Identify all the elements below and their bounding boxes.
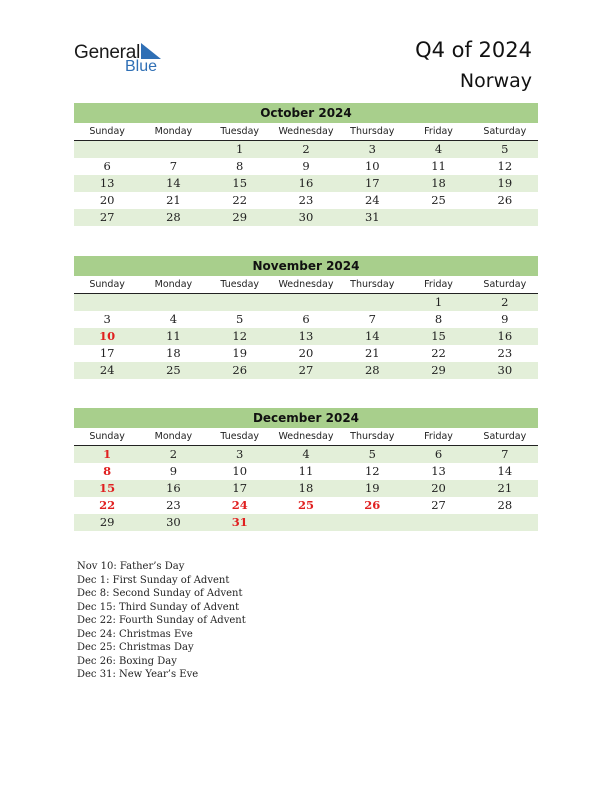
month-title: November 2024: [74, 256, 538, 276]
day-cell: 12: [497, 159, 513, 173]
day-cell: 22: [232, 193, 248, 207]
holiday-notes: [77, 560, 246, 682]
logo-word-blue: Blue: [125, 58, 158, 75]
weekday-label: Sunday: [89, 126, 125, 137]
weekday-label: Tuesday: [220, 279, 260, 290]
holiday-note: Dec 31: New Year’s Eve: [77, 669, 199, 680]
weekday-label: Sunday: [89, 279, 125, 290]
weekday-label: Monday: [154, 279, 193, 290]
month-december: [74, 408, 538, 531]
holiday-note: Nov 10: Father’s Day: [77, 561, 185, 572]
week-row: [74, 463, 538, 480]
day-cell: 30: [166, 515, 181, 529]
weekday-label: Friday: [424, 279, 453, 290]
week-row: [74, 192, 538, 209]
day-cell: 8: [236, 159, 244, 173]
day-cell: 12: [232, 329, 248, 343]
weekday-label: Sunday: [89, 431, 125, 442]
weekday-label: Monday: [154, 126, 193, 137]
holiday-note: Dec 1: First Sunday of Advent: [77, 574, 230, 586]
logo: [74, 40, 174, 80]
month-title: December 2024: [74, 408, 538, 428]
day-cell: 7: [368, 312, 376, 326]
week-row: [74, 141, 538, 158]
day-cell: 6: [103, 159, 111, 173]
day-cell: 7: [501, 447, 509, 461]
day-cell: 22: [99, 498, 116, 512]
day-cell: 29: [232, 210, 248, 224]
day-cell: [74, 294, 140, 311]
day-cell: [207, 294, 273, 311]
week-row: [74, 311, 538, 328]
weekday-header-row: [74, 123, 538, 141]
day-cell: 27: [99, 210, 115, 224]
day-cell: 2: [302, 142, 310, 156]
day-cell: 18: [298, 481, 314, 495]
day-cell: 23: [166, 498, 181, 512]
day-cell: [74, 141, 140, 158]
day-cell: 5: [236, 312, 244, 326]
day-cell: 21: [497, 481, 513, 495]
day-cell: 21: [364, 346, 380, 360]
day-cell: 3: [368, 142, 376, 156]
day-cell: 27: [431, 498, 446, 512]
weekday-label: Saturday: [483, 279, 527, 290]
day-cell: 31: [364, 210, 380, 224]
day-cell: [273, 514, 339, 531]
day-cell: 19: [497, 176, 513, 190]
weekday-label: Thursday: [350, 126, 395, 137]
week-row: [74, 446, 538, 463]
day-cell: 20: [431, 481, 446, 495]
week-row: [74, 328, 538, 345]
day-cell: 2: [169, 447, 178, 461]
week-row: [74, 514, 538, 531]
logo-word-general: General: [74, 42, 141, 63]
day-cell: 21: [166, 193, 181, 207]
day-cell: 30: [497, 363, 513, 377]
day-cell: 2: [501, 295, 509, 309]
day-cell: 24: [364, 193, 380, 207]
week-row: [74, 480, 538, 497]
day-cell: 9: [169, 464, 178, 478]
month-title: October 2024: [74, 103, 538, 123]
day-cell: 8: [103, 464, 112, 478]
day-cell: 6: [302, 312, 310, 326]
day-cell: 25: [297, 498, 314, 512]
day-cell: 26: [364, 498, 381, 512]
day-cell: 11: [298, 464, 314, 478]
day-cell: 16: [497, 329, 513, 343]
day-cell: 9: [302, 159, 310, 173]
weekday-label: Tuesday: [220, 126, 260, 137]
day-cell: 1: [103, 447, 112, 461]
day-cell: 13: [298, 329, 314, 343]
day-cell: 4: [302, 447, 310, 461]
week-row: [74, 209, 538, 226]
day-cell: 26: [497, 193, 513, 207]
day-cell: 18: [166, 346, 181, 360]
weekday-label: Monday: [154, 431, 193, 442]
day-cell: 26: [232, 363, 248, 377]
weekday-label: Saturday: [483, 126, 527, 137]
day-cell: 7: [169, 159, 178, 173]
day-cell: 29: [431, 363, 446, 377]
week-row: [74, 294, 538, 311]
day-cell: 14: [166, 176, 181, 190]
week-row: [74, 497, 538, 514]
day-cell: 6: [434, 447, 443, 461]
day-cell: 28: [364, 363, 380, 377]
country-name: Norway: [459, 70, 532, 92]
day-cell: 1: [236, 142, 244, 156]
day-cell: 17: [99, 346, 115, 360]
week-row: [74, 175, 538, 192]
day-cell: 24: [99, 363, 115, 377]
day-cell: 17: [364, 176, 380, 190]
day-cell: [472, 514, 538, 531]
weekday-label: Wednesday: [278, 279, 334, 290]
weekday-label: Thursday: [350, 279, 395, 290]
holiday-note: Dec 8: Second Sunday of Advent: [77, 588, 243, 599]
day-cell: [405, 514, 471, 531]
day-cell: 17: [232, 481, 248, 495]
day-cell: 14: [364, 329, 380, 343]
day-cell: [339, 294, 405, 311]
day-cell: 16: [166, 481, 181, 495]
day-cell: 15: [431, 329, 446, 343]
day-cell: 10: [99, 329, 116, 343]
week-row: [74, 362, 538, 379]
day-cell: 20: [298, 346, 314, 360]
day-cell: [140, 141, 206, 158]
month-november: [74, 256, 538, 379]
day-cell: 11: [166, 329, 181, 343]
weekday-header-row: [74, 428, 538, 446]
day-cell: 11: [431, 159, 446, 173]
day-cell: 19: [232, 346, 248, 360]
day-cell: 4: [434, 142, 443, 156]
month-october: [74, 103, 538, 226]
day-cell: 27: [298, 363, 314, 377]
day-cell: 23: [497, 346, 513, 360]
day-cell: 14: [497, 464, 513, 478]
day-cell: 8: [434, 312, 443, 326]
day-cell: 22: [431, 346, 446, 360]
holiday-note: Dec 24: Christmas Eve: [77, 628, 193, 640]
day-cell: 10: [364, 159, 380, 173]
day-cell: 13: [99, 176, 115, 190]
day-cell: 3: [103, 312, 111, 326]
weekday-label: Saturday: [483, 431, 527, 442]
day-cell: 28: [166, 210, 181, 224]
weekday-header-row: [74, 276, 538, 294]
day-cell: 5: [368, 447, 376, 461]
weekday-label: Friday: [424, 431, 453, 442]
holiday-note: Dec 25: Christmas Day: [77, 642, 194, 653]
day-cell: 20: [99, 193, 115, 207]
day-cell: 16: [298, 176, 314, 190]
day-cell: 25: [431, 193, 446, 207]
day-cell: [405, 209, 471, 226]
day-cell: 12: [364, 464, 380, 478]
holiday-note: Dec 22: Fourth Sunday of Advent: [77, 615, 246, 626]
day-cell: 4: [169, 312, 178, 326]
day-cell: 18: [431, 176, 446, 190]
day-cell: 25: [166, 363, 181, 377]
logo-flag-icon: [141, 43, 161, 59]
day-cell: 10: [232, 464, 248, 478]
day-cell: [472, 209, 538, 226]
day-cell: 29: [99, 515, 115, 529]
week-row: [74, 345, 538, 362]
week-row: [74, 158, 538, 175]
day-cell: 5: [501, 142, 509, 156]
day-cell: 30: [298, 210, 314, 224]
page-title: Q4 of 2024: [415, 38, 532, 62]
holiday-note: Dec 15: Third Sunday of Advent: [77, 601, 240, 613]
holiday-note: Dec 26: Boxing Day: [77, 655, 177, 667]
day-cell: 3: [236, 447, 244, 461]
day-cell: [339, 514, 405, 531]
day-cell: 28: [497, 498, 513, 512]
day-cell: 23: [298, 193, 314, 207]
weekday-label: Wednesday: [278, 126, 334, 137]
day-cell: 24: [231, 498, 248, 512]
day-cell: 13: [431, 464, 446, 478]
day-cell: 15: [99, 481, 116, 495]
day-cell: 19: [364, 481, 380, 495]
day-cell: [273, 294, 339, 311]
day-cell: 15: [232, 176, 248, 190]
weekday-label: Thursday: [350, 431, 395, 442]
day-cell: [140, 294, 206, 311]
weekday-label: Tuesday: [220, 431, 260, 442]
day-cell: 9: [501, 312, 509, 326]
weekday-label: Wednesday: [278, 431, 334, 442]
day-cell: 31: [231, 515, 248, 529]
day-cell: 1: [434, 295, 443, 309]
weekday-label: Friday: [424, 126, 453, 137]
